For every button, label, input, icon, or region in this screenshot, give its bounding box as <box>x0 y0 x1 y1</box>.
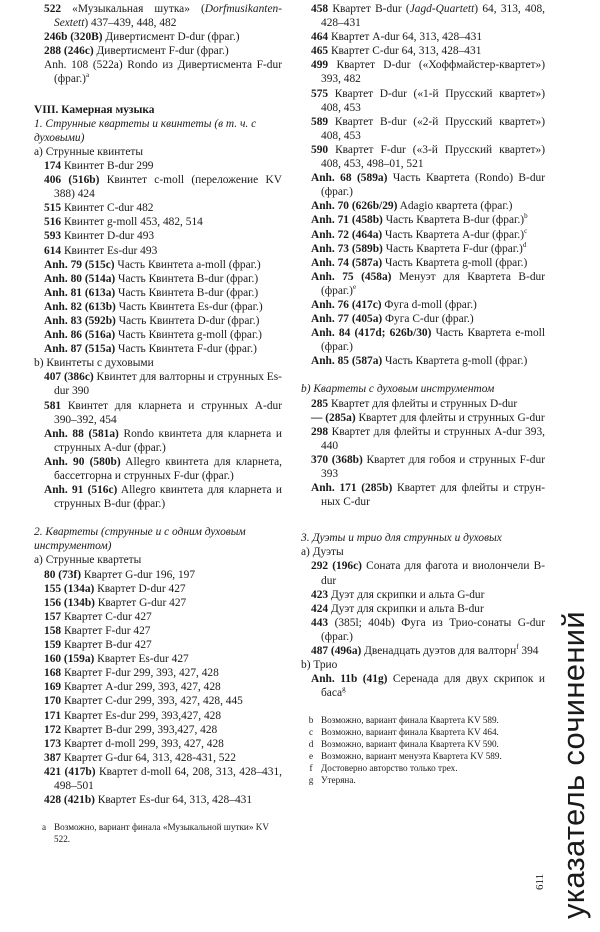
catalogue-entry <box>34 58 282 86</box>
entry-text: Anh. 108 (522a) Rondo из Дивертисмента F-dur (фраг.) <box>44 59 282 86</box>
footnote-text: Возможно, вариант менуэта Квартета KV 589. <box>321 751 502 762</box>
entry-text: Часть Квинтета g-moll (фраг.) <box>115 329 262 342</box>
entry-text: Часть Квартета B-dur (фраг.) <box>382 214 525 227</box>
catalogue-entry <box>34 215 282 229</box>
catalogue-entry <box>34 483 282 511</box>
kv-number: Anh. 90 (580b) <box>44 455 121 468</box>
kv-number: 516 <box>44 216 62 229</box>
entry-text: Часть Квинтета Es-dur (фраг.) <box>115 300 263 313</box>
subsection-2-heading: 2. Квартеты (струнные и с одним духовым инструментом) <box>34 526 246 553</box>
entry-text: Квартет D-dur 427 <box>94 582 186 595</box>
kv-number: 285 <box>311 397 329 410</box>
catalogue-entry <box>34 272 282 286</box>
kv-number: 581 <box>44 399 62 412</box>
entry-text: Квартет для гобоя и струнных F-dur 393 <box>321 453 545 480</box>
entry-text: Квартет G-dur 427 <box>94 596 187 609</box>
wind-quartets-list <box>301 397 545 510</box>
entry-text: Дивертисмент D-dur (фраг.) <box>102 31 240 44</box>
catalogue-entry <box>34 427 282 455</box>
entry-text: Квартет для флейты и струнных D-dur <box>328 397 518 410</box>
kv-number: Anh. 85 (587a) <box>311 355 383 368</box>
entry-text: Часть Квартета (Rondo) B-dur (фраг.) <box>321 172 546 199</box>
footnote-mark: e <box>308 751 314 762</box>
catalogue-entry <box>301 425 545 453</box>
kv-number: Anh. 83 (592b) <box>44 314 116 327</box>
catalogue-entry <box>34 399 282 427</box>
footnote-d <box>301 738 545 750</box>
entry-text: Часть Квинтета B-dur (фраг.) <box>115 272 259 285</box>
kv-number: Anh. 74 (587a) <box>311 256 383 269</box>
entry-text: Часть Квинтета a-moll (фраг.) <box>114 258 261 271</box>
catalogue-entry <box>34 723 282 737</box>
catalogue-entry <box>34 751 282 765</box>
catalogue-entry <box>34 244 282 258</box>
kv-number: Anh. 86 (516a) <box>44 329 116 342</box>
kv-number: Anh. 80 (514a) <box>44 272 116 285</box>
entry-text: Часть Квинтета D-dur (фраг.) <box>115 314 260 327</box>
kv-number: 515 <box>44 202 62 215</box>
footnote-mark: g <box>308 775 314 786</box>
entry-text: Квартет B-dur («2-й Прусский квартет») 408, 453 <box>321 115 545 142</box>
kv-number: Anh. 71 (458b) <box>311 214 383 227</box>
entry-text: Менуэт для Квартета B-dur (фраг.) <box>321 270 545 297</box>
kv-number: 370 (368b) <box>311 453 363 466</box>
catalogue-entry <box>34 455 282 483</box>
entry-text: Квинтет для валторны и струнных Es-dur 390 <box>54 371 282 398</box>
catalogue-entry <box>34 159 282 173</box>
footnote-mark: b <box>308 715 314 726</box>
footnote-mark: c <box>308 727 314 738</box>
kv-number: 172 <box>44 723 62 736</box>
entry-text: Квартет для флейты и струнных A-dur 393, 440 <box>321 425 545 452</box>
catalogue-entry <box>301 58 545 86</box>
entry-text: Квартет F-dur («3-й Прусский квартет») 408, 453, 498–01, 521 <box>321 143 545 171</box>
kv-number: 156 (134b) <box>44 596 95 609</box>
entry-title-italic: Dorfmusikanten-Sextett <box>54 3 282 30</box>
entry-text: Соната для фагота и виолончели B-dur <box>321 560 545 587</box>
entry-text: Квинтет B-dur 299 <box>61 159 154 172</box>
kv-number: 407 (386c) <box>44 371 94 384</box>
catalogue-entry <box>34 342 282 356</box>
catalogue-entry <box>301 312 545 326</box>
kv-number: 173 <box>44 737 62 750</box>
entry-text: Квартет D-dur («Хоффмайстер-квартет») 393, 482 <box>321 59 545 86</box>
kv-number: 174 <box>44 159 62 172</box>
catalogue-entry <box>301 143 545 171</box>
entry-text: Часть Квинтета B-dur (фраг.) <box>115 286 259 299</box>
footnote-e <box>301 750 545 762</box>
catalogue-entry <box>34 370 282 398</box>
catalogue-entry <box>34 328 282 342</box>
entry-text: Квинтет Es-dur 493 <box>61 244 158 257</box>
catalogue-entry <box>34 582 282 596</box>
kv-number: 155 (134a) <box>44 582 95 595</box>
entry-text: Часть Квартета A-dur (фраг.) <box>382 228 525 241</box>
kv-number: 458 <box>311 3 329 15</box>
kv-number: 169 <box>44 681 62 694</box>
catalogue-entry <box>301 199 545 213</box>
entry-pages: ) 64, 313, 408, 428–431 <box>321 3 545 30</box>
catalogue-entry <box>301 171 545 199</box>
catalogue-entry <box>34 2 282 30</box>
kv-number: 157 <box>44 610 62 623</box>
catalogue-entry <box>301 44 545 58</box>
entry-text: Квинтет с-moll (переложение KV 388) 424 <box>54 174 282 201</box>
running-title: указатель сочинений <box>556 610 591 920</box>
catalogue-entry <box>34 173 282 201</box>
kv-number: Anh. 171 (285b) <box>311 482 393 495</box>
catalogue-entry <box>34 286 282 300</box>
footnote-ref: d <box>522 240 527 249</box>
catalogue-entry <box>34 793 282 807</box>
entry-text: Часть Квартета g-moll (фраг.) <box>382 256 528 269</box>
catalogue-entry <box>34 229 282 243</box>
kv-number: 575 <box>311 87 329 100</box>
entry-text: Квартет B-dur ( <box>328 3 410 15</box>
footnote-text: Возможно, вариант финала Квартета KV 590. <box>321 739 499 750</box>
catalogue-entry <box>34 709 282 723</box>
entry-text: Allegro квинтета для кларнета и струнных B-dur (фраг.) <box>54 484 282 511</box>
kv-number: Anh. 70 (626b/29) <box>311 200 398 213</box>
catalogue-entry <box>301 87 545 115</box>
catalogue-entry <box>34 44 282 58</box>
entry-text: Adagio квартета (фраг.) <box>397 200 513 213</box>
catalogue-entry <box>301 644 545 658</box>
catalogue-entry <box>301 256 545 270</box>
footnotes <box>301 714 545 786</box>
entry-text: Двенадцать дуэтов для валторн <box>361 645 517 658</box>
entry-text: Квартет B-dur 299, 393,427, 428 <box>61 723 218 736</box>
entry-text: Квартет G-dur 64, 313, 428-431, 522 <box>61 751 236 764</box>
catalogue-entry <box>34 680 282 694</box>
catalogue-entry <box>301 30 545 44</box>
entry-text: Фуга d-moll (фраг.) <box>381 298 477 311</box>
entry-text: Квартет d-moll 299, 393, 427, 428 <box>61 737 224 750</box>
footnote-text: Возможно, вариант финала Квартета KV 589. <box>321 715 499 726</box>
catalogue-entry <box>301 453 545 481</box>
subsection-3-heading: 3. Дуэты и трио для струнных и духовых <box>301 532 502 545</box>
catalogue-entry <box>301 559 545 587</box>
entry-text: Allegro квинтета для кларнета, бассетгорна и струнных F-dur (фраг.) <box>54 455 282 482</box>
footnote-mark: a <box>41 822 47 833</box>
kv-number: — (285a) <box>311 411 356 424</box>
catalogue-entry <box>34 201 282 215</box>
kv-number: 593 <box>44 230 62 243</box>
catalogue-entry <box>301 213 545 227</box>
entry-text: Квартет Es-dur 427 <box>94 653 189 666</box>
kv-number: 590 <box>311 143 329 156</box>
entry-text: Дивертисмент F-dur (фраг.) <box>93 45 229 58</box>
catalogue-entry <box>34 30 282 44</box>
entry-text: Квартет Es-dur 299, 393,427, 428 <box>61 709 222 722</box>
catalogue-entry <box>301 270 545 298</box>
catalogue-entry <box>34 624 282 638</box>
right-column <box>301 2 545 786</box>
wind-quintets-list <box>34 370 282 511</box>
kv-number: 158 <box>44 624 62 637</box>
footnote-text: Возможно, вариант финала «Музыкальной шутки» KV 522. <box>54 822 269 845</box>
kv-number: 424 <box>311 602 329 615</box>
group-b-heading: b) Квинтеты с духовыми <box>34 357 154 370</box>
footnote-text: Возможно, вариант финала Квартета KV 464. <box>321 727 499 738</box>
footnote-ref: c <box>524 226 528 235</box>
catalogue-entry <box>34 258 282 272</box>
page-number: 611 <box>534 873 546 890</box>
kv-number: 160 (159a) <box>44 653 95 666</box>
footnote-mark: d <box>308 739 314 750</box>
kv-number: Anh. 91 (516c) <box>44 484 118 497</box>
entry-text: Фуга C-dur (фраг.) <box>382 313 474 326</box>
kv-number: Anh. 84 (417d; 626b/30) <box>311 327 432 340</box>
entry-text: Квартет C-dur 299, 393, 427, 428, 445 <box>61 695 243 708</box>
catalogue-entry <box>34 300 282 314</box>
catalogue-entry <box>301 354 545 368</box>
entry-text: Часть Квартета g-moll (фраг.) <box>382 355 528 368</box>
kv-number: 465 <box>311 45 329 58</box>
kv-number: Anh. 88 (581a) <box>44 427 119 440</box>
kv-number: 298 <box>311 425 329 438</box>
kv-number: 159 <box>44 639 62 652</box>
entry-text: Квинтет для кларнета и струнных A-dur 390–392, 454 <box>54 399 282 426</box>
kv-number: 614 <box>44 244 62 257</box>
catalogue-entry <box>34 694 282 708</box>
entry-text: Квартет F-dur 299, 393, 427, 428 <box>61 667 219 680</box>
kv-number: Anh. 73 (589b) <box>311 242 383 255</box>
footnote-b <box>301 714 545 726</box>
catalogue-entry <box>301 397 545 411</box>
duets-heading: a) Дуэты <box>301 546 344 559</box>
kv-number: Anh. 77 (405a) <box>311 313 383 326</box>
entry-text: Квартет F-dur 427 <box>61 624 151 637</box>
entry-text: Квартет A-dur 299, 393, 427, 428 <box>61 681 221 694</box>
kv-number: 522 <box>44 3 62 15</box>
catalogue-entry <box>34 765 282 793</box>
catalogue-entry <box>301 602 545 616</box>
footnote-ref: f <box>516 643 519 652</box>
kv-number: Anh. 76 (417c) <box>311 298 382 311</box>
catalogue-entry <box>34 596 282 610</box>
kv-number: 288 (246c) <box>44 45 94 58</box>
kv-number: 80 (73f) <box>44 568 82 581</box>
entry-text: Квинтет g-moll 453, 482, 514 <box>61 216 203 229</box>
entry-pages: ) 437–439, 448, 482 <box>84 17 177 30</box>
entry-text: Часть Квартета e-moll (фраг.) <box>321 327 545 354</box>
kv-number: 428 (421b) <box>44 794 95 807</box>
group-b-heading: b) Квартеты с духовым инструментом <box>301 383 495 396</box>
catalogue-entry <box>34 737 282 751</box>
catalogue-entry <box>301 411 545 425</box>
kv-number: 171 <box>44 709 62 722</box>
kv-number: 423 <box>311 588 329 601</box>
footnote-ref: e <box>352 283 357 292</box>
catalogue-entry <box>301 242 545 256</box>
kv-number: Anh. 82 (613b) <box>44 300 116 313</box>
string-quartets-list <box>34 568 282 808</box>
catalogue-entry <box>301 481 545 509</box>
kv-number: 246b (320B) <box>44 31 103 44</box>
duets-list <box>301 559 545 658</box>
catalogue-entry <box>301 2 545 30</box>
catalogue-entry <box>34 568 282 582</box>
group-a-heading: a) Струнные квинтеты <box>34 145 144 158</box>
kv-number: 387 <box>44 751 62 764</box>
footnote-c <box>301 726 545 738</box>
section-heading: VIII. Камерная музыка <box>34 103 155 116</box>
kv-number: 421 (417b) <box>44 765 96 778</box>
kv-number: 499 <box>311 59 329 72</box>
kv-number: 170 <box>44 695 62 708</box>
subsection-1-heading: 1. Струнные квартеты и квинтеты (в т. ч. с духовыми) <box>34 117 257 144</box>
catalogue-entry <box>301 588 545 602</box>
footnote-g <box>301 774 545 786</box>
left-column <box>34 2 282 845</box>
entry-pages: 394 <box>518 645 539 658</box>
catalogue-entry <box>301 672 545 700</box>
kv-number: 443 <box>311 616 329 629</box>
kv-number: Anh. 68 (589a) <box>311 172 388 185</box>
kv-number: Anh. 87 (515a) <box>44 343 116 356</box>
kv-number: Anh. 72 (464a) <box>311 228 383 241</box>
kv-number: 168 <box>44 667 62 680</box>
kv-number: 487 (496a) <box>311 645 362 658</box>
entry-text: Серенада для двух скрипок и баса <box>321 673 545 700</box>
catalogue-entry <box>34 652 282 666</box>
string-quintets-list <box>34 159 282 356</box>
entry-text: Квинтет C-dur 482 <box>61 202 154 215</box>
string-quartets-continued <box>301 2 545 368</box>
group-a-heading: a) Струнные квартеты <box>34 554 142 567</box>
entry-text: Квартет C-dur 427 <box>61 610 152 623</box>
entry-text: Квартет для флейты и струнных G-dur <box>355 411 545 424</box>
entry-text: Квартет A-dur 64, 313, 428–431 <box>328 31 483 44</box>
entry-text: Дуэт для скрипки и альта B-dur <box>328 602 484 615</box>
footnote-mark: f <box>309 763 313 774</box>
kv-number: 589 <box>311 115 329 128</box>
entry-text: Квартет D-dur («1-й Прусский квартет») 408, 453 <box>321 87 545 114</box>
entry-text: (385l; 404b) Фуга из Трио-сонаты G-dur (фраг.) <box>321 616 545 643</box>
kv-number: Anh. 79 (515c) <box>44 258 115 271</box>
kv-number: Anh. 75 (458a) <box>311 270 392 283</box>
entry-text: Квартет G-dur 196, 197 <box>81 568 196 581</box>
trios-heading: b) Трио <box>301 659 338 672</box>
catalogue-entry <box>34 638 282 652</box>
entry-text: Rondo квинтета для кларнета и струнных A-dur (фраг.) <box>54 427 282 454</box>
catalogue-entry <box>34 610 282 624</box>
kv-number: Anh. 81 (613a) <box>44 286 116 299</box>
footnote-text: Достоверно авторство только трех. <box>321 763 458 774</box>
footnote-ref: b <box>524 212 528 221</box>
catalogue-entry <box>34 314 282 328</box>
catalogue-entry <box>301 326 545 354</box>
entry-title-italic: Jagd-Quartett <box>409 3 475 15</box>
kv-number: 292 (196c) <box>311 560 362 573</box>
catalogue-entry <box>301 298 545 312</box>
kv-number: 406 (516b) <box>44 174 100 187</box>
entry-text: Часть Квинтета F-dur (фраг.) <box>115 343 257 356</box>
footnote-ref: а <box>85 71 90 80</box>
catalogue-entry <box>301 616 545 644</box>
entry-text: Дуэт для скрипки и альта G-dur <box>328 588 485 601</box>
entry-text: Квинтет D-dur 493 <box>61 230 155 243</box>
entry-text: Часть Квартета F-dur (фраг.) <box>382 242 523 255</box>
entry-text: Квартет для флейты и струнных C-dur <box>321 482 545 509</box>
footnote-a <box>34 821 282 845</box>
catalogue-entry <box>301 115 545 143</box>
catalogue-entry <box>301 228 545 242</box>
trios-list <box>301 672 545 700</box>
sidebar-section-title <box>552 600 596 930</box>
preceding-entries <box>34 2 282 87</box>
footnote-text: Утеряна. <box>321 775 356 786</box>
catalogue-entry <box>34 666 282 680</box>
entry-text: Квартет B-dur 427 <box>61 639 152 652</box>
kv-number: Anh. 11b (41g) <box>311 673 388 686</box>
footnote-ref: g <box>342 685 346 694</box>
entry-text: Квартет Es-dur 64, 313, 428–431 <box>94 794 253 807</box>
entry-text: «Музыкальная шутка» ( <box>61 3 205 15</box>
entry-text: Квартет C-dur 64, 313, 428–431 <box>328 45 482 58</box>
kv-number: 464 <box>311 31 329 44</box>
footnote-f <box>301 762 545 774</box>
entry-text: Квартет d-moll 64, 208, 313, 428–431, 498–501 <box>54 765 282 792</box>
